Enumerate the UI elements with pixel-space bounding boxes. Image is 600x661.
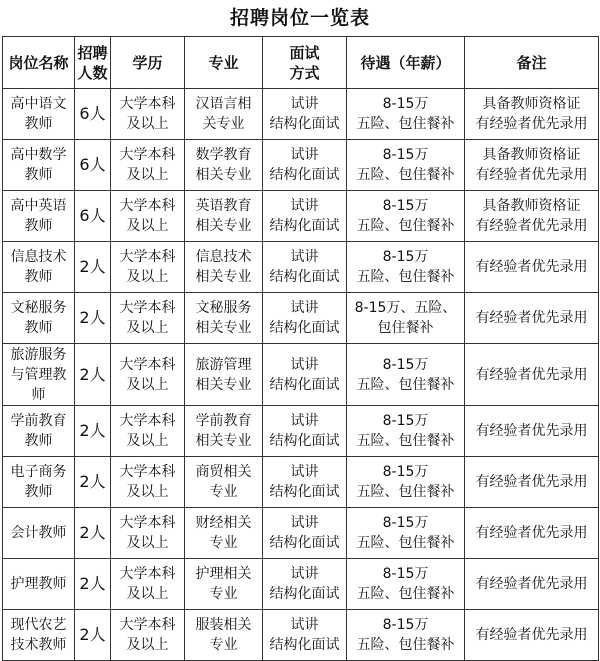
cell-interview: 试讲 结构化面试	[263, 457, 347, 508]
cell-note: 有经验者优先录用	[465, 344, 599, 406]
cell-position: 旅游服务 与管理教 师	[3, 344, 75, 406]
header-salary: 待遇（年薪）	[347, 37, 465, 89]
cell-interview: 试讲 结构化面试	[263, 191, 347, 242]
table-row	[3, 508, 599, 559]
cell-education: 大学本科 及以上	[111, 610, 185, 661]
cell-salary: 8-15万 五险、包住餐补	[347, 508, 465, 559]
recruitment-table	[2, 36, 599, 661]
cell-interview: 试讲 结构化面试	[263, 610, 347, 661]
cell-interview: 试讲 结构化面试	[263, 344, 347, 406]
cell-major: 商贸相关 专业	[185, 457, 263, 508]
cell-salary: 8-15万 五险、包住餐补	[347, 344, 465, 406]
cell-position: 高中数学 教师	[3, 140, 75, 191]
cell-education: 大学本科 及以上	[111, 140, 185, 191]
table-row	[3, 610, 599, 661]
cell-major: 信息技术 相关专业	[185, 242, 263, 293]
cell-salary: 8-15万 五险、包住餐补	[347, 406, 465, 457]
cell-major: 数学教育 相关专业	[185, 140, 263, 191]
cell-interview: 试讲 结构化面试	[263, 293, 347, 344]
page-title: 招聘岗位一览表	[229, 7, 370, 29]
cell-position: 现代农艺 技术教师	[3, 610, 75, 661]
table-row	[3, 344, 599, 406]
cell-major: 汉语言相 关专业	[185, 89, 263, 140]
cell-position: 文秘服务 教师	[3, 293, 75, 344]
table-row	[3, 140, 599, 191]
cell-note: 有经验者优先录用	[465, 293, 599, 344]
cell-education: 大学本科 及以上	[111, 344, 185, 406]
cell-count: 2人	[75, 457, 111, 508]
cell-education: 大学本科 及以上	[111, 508, 185, 559]
table-body	[3, 89, 599, 661]
cell-count: 2人	[75, 559, 111, 610]
cell-education: 大学本科 及以上	[111, 191, 185, 242]
cell-education: 大学本科 及以上	[111, 89, 185, 140]
cell-salary: 8-15万 五险、包住餐补	[347, 610, 465, 661]
cell-salary: 8-15万 五险、包住餐补	[347, 191, 465, 242]
cell-count: 6人	[75, 191, 111, 242]
cell-major: 文秘服务 相关专业	[185, 293, 263, 344]
cell-education: 大学本科 及以上	[111, 293, 185, 344]
cell-interview: 试讲 结构化面试	[263, 406, 347, 457]
cell-interview: 试讲 结构化面试	[263, 89, 347, 140]
table-row	[3, 559, 599, 610]
cell-major: 英语教育 相关专业	[185, 191, 263, 242]
cell-position: 电子商务 教师	[3, 457, 75, 508]
cell-salary: 8-15万 五险、包住餐补	[347, 89, 465, 140]
cell-major: 财经相关 专业	[185, 508, 263, 559]
table-row	[3, 406, 599, 457]
table-header-row	[3, 37, 599, 89]
cell-position: 高中英语 教师	[3, 191, 75, 242]
table-row	[3, 293, 599, 344]
cell-salary: 8-15万 五险、包住餐补	[347, 140, 465, 191]
cell-major: 学前教育 相关专业	[185, 406, 263, 457]
cell-note: 有经验者优先录用	[465, 457, 599, 508]
cell-note: 有经验者优先录用	[465, 508, 599, 559]
cell-position: 高中语文 教师	[3, 89, 75, 140]
cell-interview: 试讲 结构化面试	[263, 508, 347, 559]
cell-count: 2人	[75, 242, 111, 293]
table-row	[3, 191, 599, 242]
cell-position: 信息技术 教师	[3, 242, 75, 293]
cell-major: 护理相关 专业	[185, 559, 263, 610]
cell-major: 旅游管理 相关专业	[185, 344, 263, 406]
header-education: 学历	[111, 37, 185, 89]
cell-education: 大学本科 及以上	[111, 242, 185, 293]
cell-salary: 8-15万 五险、包住餐补	[347, 457, 465, 508]
header-count: 招聘 人数	[75, 37, 111, 89]
header-interview: 面试 方式	[263, 37, 347, 89]
cell-major: 服装相关 专业	[185, 610, 263, 661]
cell-education: 大学本科 及以上	[111, 406, 185, 457]
cell-count: 2人	[75, 610, 111, 661]
cell-count: 2人	[75, 406, 111, 457]
cell-count: 6人	[75, 89, 111, 140]
header-note: 备注	[465, 37, 599, 89]
header-major: 专业	[185, 37, 263, 89]
cell-count: 6人	[75, 140, 111, 191]
cell-note: 具备教师资格证 有经验者优先录用	[465, 89, 599, 140]
cell-interview: 试讲 结构化面试	[263, 140, 347, 191]
cell-note: 有经验者优先录用	[465, 559, 599, 610]
cell-position: 护理教师	[3, 559, 75, 610]
cell-education: 大学本科 及以上	[111, 457, 185, 508]
cell-salary: 8-15万 五险、包住餐补	[347, 559, 465, 610]
cell-note: 有经验者优先录用	[465, 610, 599, 661]
cell-note: 有经验者优先录用	[465, 406, 599, 457]
cell-position: 会计教师	[3, 508, 75, 559]
cell-salary: 8-15万、五险、 包住餐补	[347, 293, 465, 344]
cell-interview: 试讲 结构化面试	[263, 559, 347, 610]
cell-note: 具备教师资格证 有经验者优先录用	[465, 140, 599, 191]
cell-interview: 试讲 结构化面试	[263, 242, 347, 293]
cell-count: 2人	[75, 293, 111, 344]
cell-note: 具备教师资格证 有经验者优先录用	[465, 191, 599, 242]
cell-salary: 8-15万 五险、包住餐补	[347, 242, 465, 293]
table-row	[3, 89, 599, 140]
cell-count: 2人	[75, 508, 111, 559]
cell-position: 学前教育 教师	[3, 406, 75, 457]
table-row	[3, 242, 599, 293]
header-position: 岗位名称	[3, 37, 75, 89]
table-row	[3, 457, 599, 508]
cell-count: 2人	[75, 344, 111, 406]
cell-education: 大学本科 及以上	[111, 559, 185, 610]
cell-note: 有经验者优先录用	[465, 242, 599, 293]
